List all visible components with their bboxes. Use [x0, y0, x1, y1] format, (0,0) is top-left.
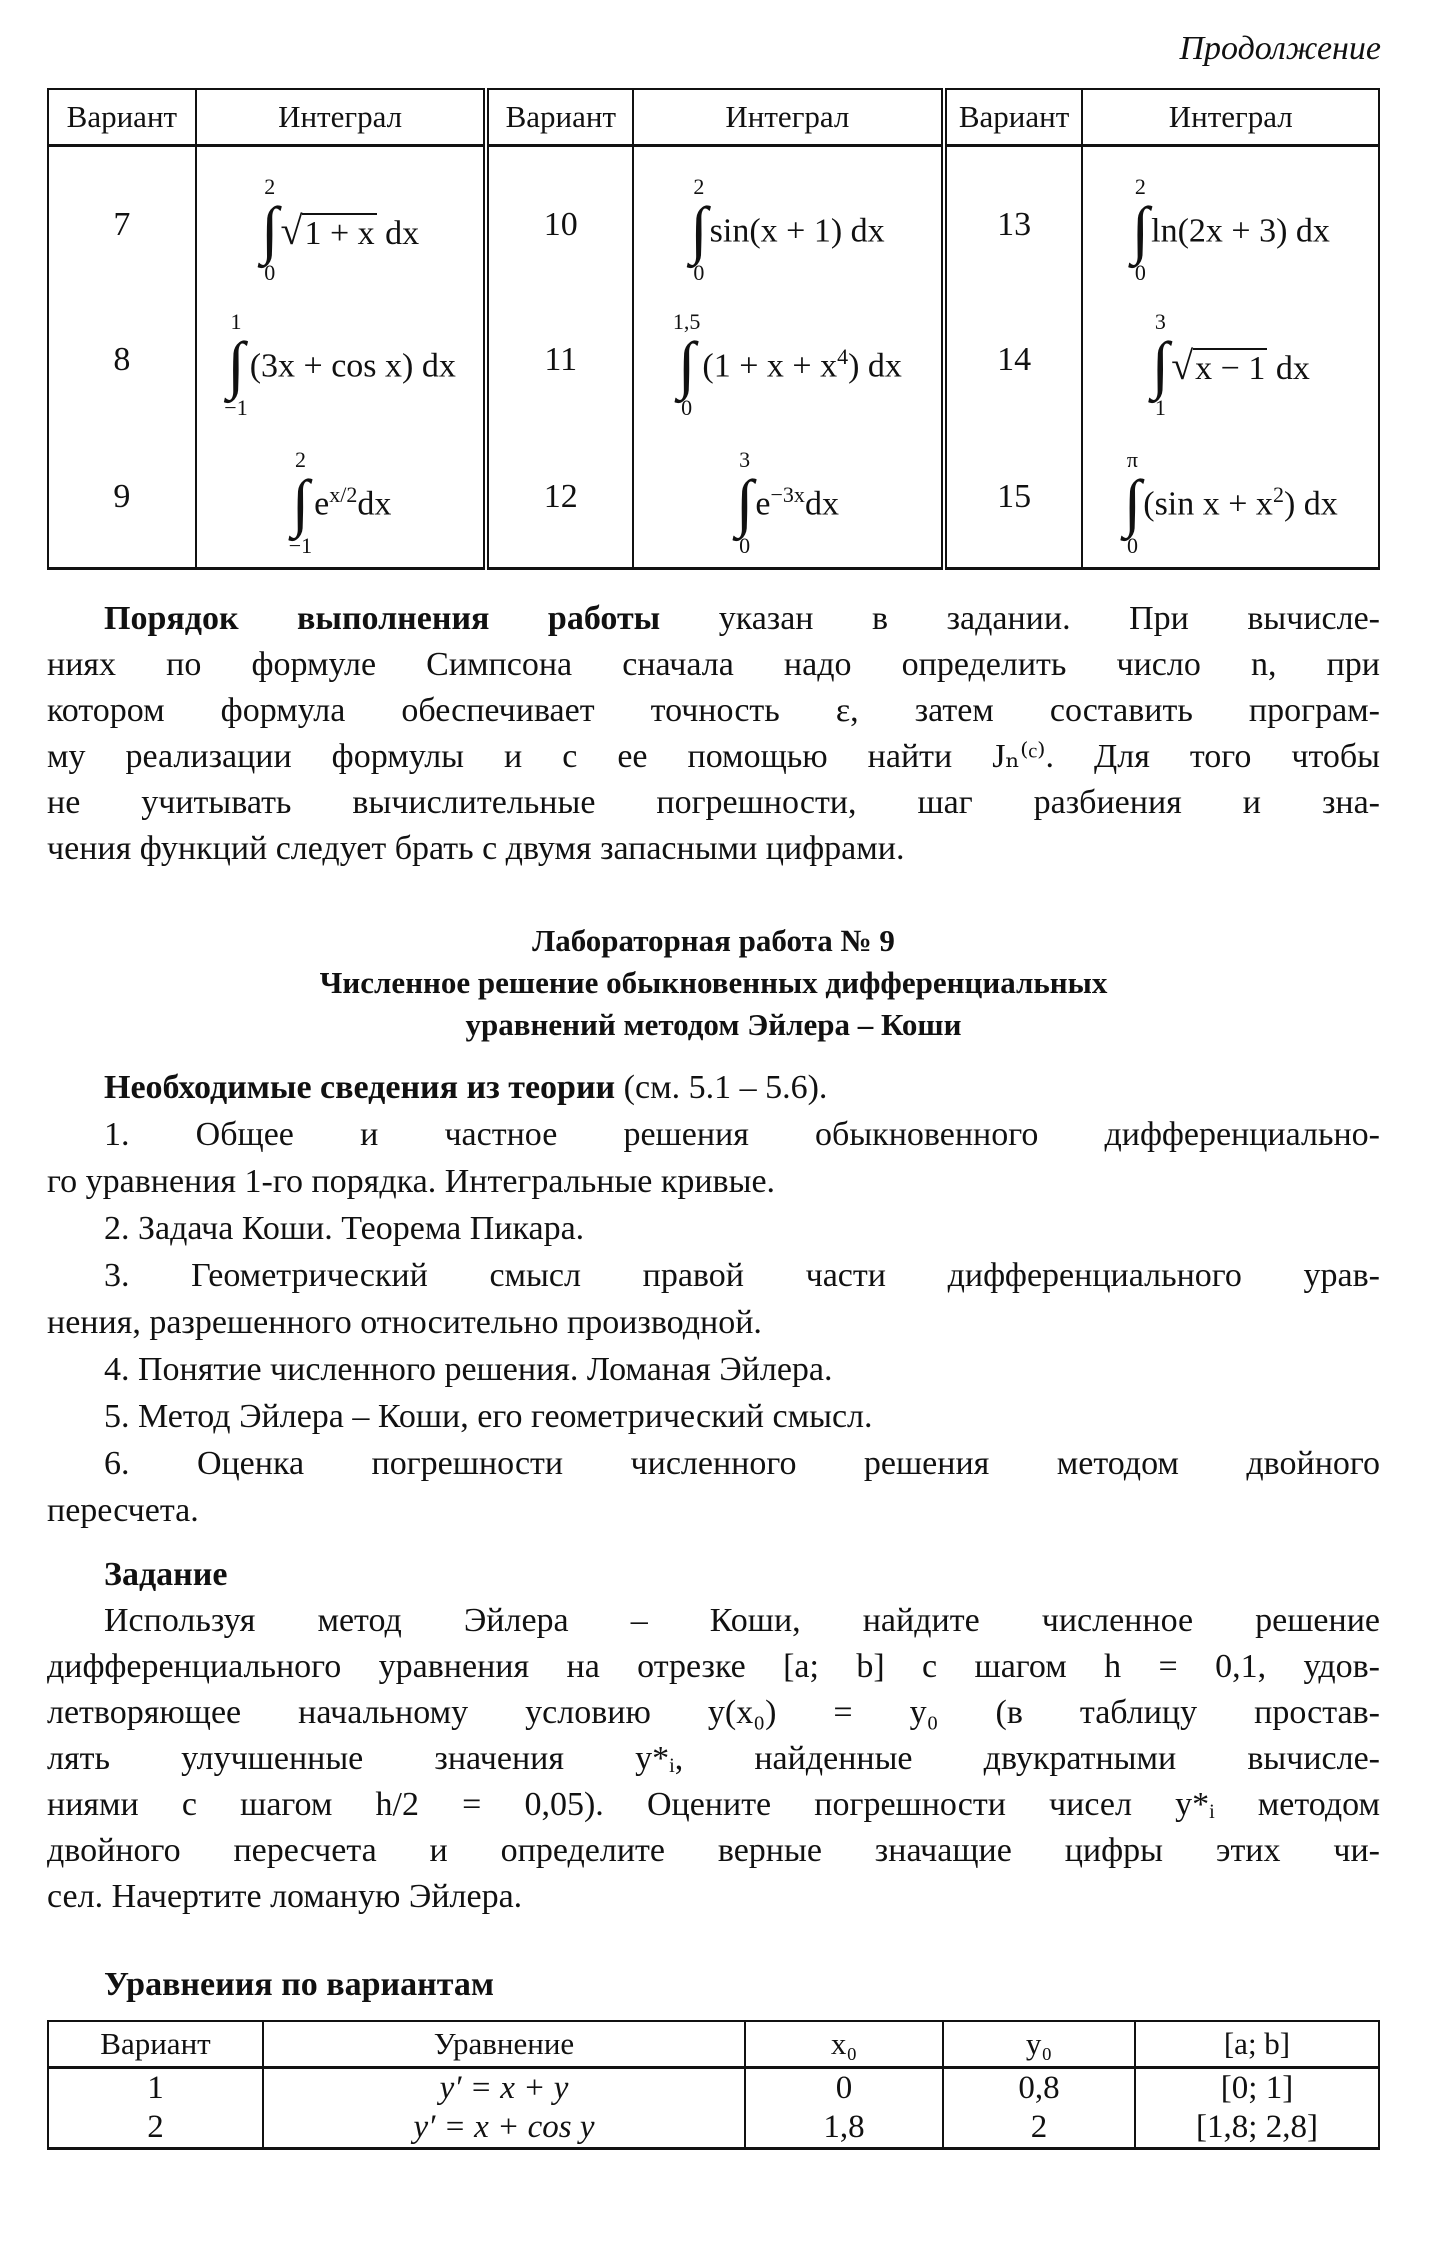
integral-sign-icon: ∫	[677, 329, 696, 400]
radical: √x − 1	[1171, 342, 1266, 388]
column-header: Вариант	[486, 89, 633, 146]
theory-heading: Необходимые сведения из теории	[104, 1069, 616, 1106]
column-header: Вариант	[944, 89, 1083, 146]
continuation-label: Продолжение	[1179, 30, 1381, 67]
column-header: Интеграл	[1082, 89, 1379, 146]
variant-number: 12	[486, 427, 633, 569]
integrand: $(1 + x + x^4)$ dx	[702, 344, 902, 385]
list-item: 5. Метод Эйлера – Коши, его геометрический смысл.	[104, 1398, 873, 1435]
work-order-bold: Порядок выполнения работы	[104, 600, 661, 637]
lab-title: Лабораторная работа № 9 Численное решение обыкновенных дифференциальных уравнений методом Эйлера – Коши	[319, 923, 1108, 1042]
integral-cell	[1082, 292, 1379, 427]
integral-cell	[196, 292, 487, 427]
list-item: го уравнения 1-го порядка. Интегральные кривые.	[47, 1163, 776, 1200]
text-line: летворяющее начальному условию y(x₀) = y₀ (в таблицу простав-	[47, 1694, 1380, 1731]
integral-sign-icon: ∫	[735, 466, 754, 538]
lower-limit: −1	[288, 532, 313, 558]
upper-limit: π	[1126, 446, 1139, 472]
table-row	[48, 2107, 1379, 2149]
upper-limit: 1	[230, 309, 242, 334]
integral-cell	[1082, 427, 1379, 569]
table-row	[48, 292, 1379, 427]
text-line: дифференциального уравнения на отрезке [a; b] с шагом h = 0,1, удов-	[47, 1648, 1380, 1685]
column-header: Уравнение	[263, 2021, 745, 2068]
integrand: (3x + cos x) dx	[249, 347, 456, 385]
text-line: му реализации формулы и с ее помощью найти Jₙ⁽ᶜ⁾. Для того чтобы	[47, 738, 1380, 775]
integral-expression	[673, 311, 902, 419]
integrand: $e^{x/2}dx$	[314, 481, 392, 523]
variant-number: 13	[944, 146, 1083, 293]
integral-expression	[1152, 311, 1310, 419]
integral-expression	[1132, 176, 1330, 284]
lower-limit: 0	[681, 395, 693, 420]
table-cell: 1	[48, 2068, 263, 2108]
variant-number: 11	[486, 292, 633, 427]
table-cell: 1,8	[745, 2107, 943, 2149]
table-cell: 0,8	[943, 2068, 1135, 2108]
lower-limit: 1	[1154, 395, 1166, 420]
lower-limit: 0	[1134, 260, 1146, 285]
list-item: 6. Оценка погрешности численного решения методом двойного	[104, 1445, 1380, 1482]
integral-expression	[288, 446, 392, 558]
integrand: √1 + x dx	[280, 207, 420, 253]
text-line: ниями с шагом h/2 = 0,05). Оцените погрешности чисел y*ᵢ методом	[47, 1786, 1380, 1823]
table-row	[48, 146, 1379, 293]
variant-number: 9	[48, 427, 196, 569]
list-item: нения, разрешенного относительно производной.	[47, 1304, 762, 1341]
upper-limit: 3	[1154, 309, 1166, 334]
upper-limit: 2	[693, 174, 705, 199]
upper-limit: 2	[1134, 174, 1146, 199]
integral-sign-icon: ∫	[1151, 329, 1170, 400]
integral-sign-icon: ∫	[690, 194, 708, 265]
integral-cell	[633, 292, 943, 427]
upper-limit: 1,5	[672, 309, 701, 334]
variant-number: 14	[944, 292, 1083, 427]
list-item: пересчета.	[47, 1492, 199, 1529]
integrand: $e^{-3x}dx$	[755, 481, 839, 523]
table-cell: 2	[943, 2107, 1135, 2149]
integral-expression	[690, 176, 885, 284]
table-cell: 2	[48, 2107, 263, 2149]
integral-sign-icon: ∫	[1123, 466, 1142, 538]
integral-sign-icon: ∫	[291, 466, 310, 538]
column-header: Интеграл	[196, 89, 487, 146]
text-line: лять улучшенные значения y*ᵢ, найденные двукратными вычисле-	[47, 1740, 1380, 1777]
integral-cell	[633, 146, 943, 293]
list-item: 2. Задача Коши. Теорема Пикара.	[104, 1210, 585, 1247]
text-line: Используя метод Эйлера – Коши, найдите численное решение	[104, 1602, 1380, 1639]
list-item: 1. Общее и частное решения обыкновенного дифференциально-	[104, 1116, 1380, 1153]
text-line: двойного пересчета и определите верные значащие цифры этих чи-	[47, 1832, 1380, 1869]
variant-number: 10	[486, 146, 633, 293]
integrand: √x − 1 dx	[1171, 342, 1310, 388]
integrand: (sin $x + x^2$) dx	[1143, 481, 1338, 523]
integral-cell	[1082, 146, 1379, 293]
upper-limit: 3	[739, 446, 751, 472]
text-line: не учитывать вычислительные погрешности, шаг разбиения и зна-	[47, 784, 1380, 821]
lower-limit: 0	[739, 532, 751, 558]
column-header: Вариант	[48, 2021, 263, 2068]
work-order-paragraph: Порядок выполнения работы указан в задании. При вычисле- ниях по формуле Симпсона сначала надо определить число n, при котором формула обеспечивает точность ε, затем составить програм- му реализации формулы и с ее помощью найти Jₙ⁽ᶜ⁾. Для того чтобы не учитывать вычислительные погрешности, шаг разбиения и зна- чения функций следует брать с двумя запасными цифрами.	[47, 596, 1380, 872]
integral-cell	[196, 146, 487, 293]
integral-expression	[735, 446, 839, 558]
table-cell: 0	[745, 2068, 943, 2108]
lower-limit: 0	[264, 260, 276, 285]
table-cell: [1,8; 2,8]	[1135, 2107, 1379, 2149]
table-cell: y′ = x + cos y	[263, 2107, 745, 2149]
variant-number: 15	[944, 427, 1083, 569]
integral-sign-icon: ∫	[1131, 194, 1150, 265]
lower-limit: 0	[693, 260, 705, 285]
lower-limit: −1	[224, 395, 248, 420]
upper-limit: 2	[294, 446, 306, 472]
integral-expression	[224, 311, 456, 419]
task-section	[47, 1552, 1380, 1920]
task-heading: Задание	[104, 1556, 228, 1593]
text-line: чения функций следует брать с двумя запасными цифрами.	[47, 830, 905, 867]
variant-number: 7	[48, 146, 196, 293]
integral-cell	[633, 427, 943, 569]
sqrt-icon: √	[280, 207, 303, 253]
table-cell: y′ = x + y	[263, 2068, 745, 2108]
text-line: ниях по формуле Симпсона сначала надо определить число n, при	[47, 646, 1380, 683]
table-row	[48, 2068, 1379, 2108]
list-item: 3. Геометрический смысл правой части дифференциального урав-	[104, 1257, 1380, 1294]
list-item: 4. Понятие численного решения. Ломаная Эйлера.	[104, 1351, 833, 1388]
equations-table	[47, 2020, 1380, 2150]
integral-cell	[196, 427, 487, 569]
integral-sign-icon: ∫	[227, 329, 245, 400]
column-header: x₀	[745, 2021, 943, 2068]
column-header: y₀	[943, 2021, 1135, 2068]
table-row	[48, 427, 1379, 569]
integral-expression	[261, 176, 419, 284]
table-cell: [0; 1]	[1135, 2068, 1379, 2108]
column-header: Интеграл	[633, 89, 943, 146]
integral-expression	[1123, 446, 1338, 558]
integrand: ln(2x + 3) dx	[1151, 212, 1330, 250]
column-header: [a; b]	[1135, 2021, 1379, 2068]
equations-heading: Уравнеиия по вариантам	[104, 1966, 495, 2003]
theory-section: Необходимые сведения из теории (см. 5.1 – 5.6). 1. Общее и частное решения обыкновенного дифференциально- го уравнения 1-го порядка. Интегральные кривые. 2. Задача Коши. Теорема Пикара. 3. Геометрический смысл правой части дифференциального урав- нения, разрешенного относительно производной. 4. Понятие численного решения. Ломаная Эйлера. 5. Метод Эйлера – Коши, его геометрический смысл. 6. Оценка погрешности численного решения методом двойного пересчета.	[47, 1064, 1380, 1534]
integral-sign-icon: ∫	[260, 194, 279, 265]
integrals-table	[47, 88, 1380, 570]
radical: √1 + x	[280, 207, 375, 253]
integrand: sin(x + 1) dx	[709, 212, 885, 250]
column-header: Вариант	[48, 89, 196, 146]
text-line: котором формула обеспечивает точность ε, затем составить програм-	[47, 692, 1380, 729]
upper-limit: 2	[264, 174, 276, 199]
sqrt-icon: √	[1171, 342, 1194, 388]
variant-number: 8	[48, 292, 196, 427]
text-line: сел. Начертите ломаную Эйлера.	[47, 1878, 523, 1915]
lower-limit: 0	[1126, 532, 1138, 558]
